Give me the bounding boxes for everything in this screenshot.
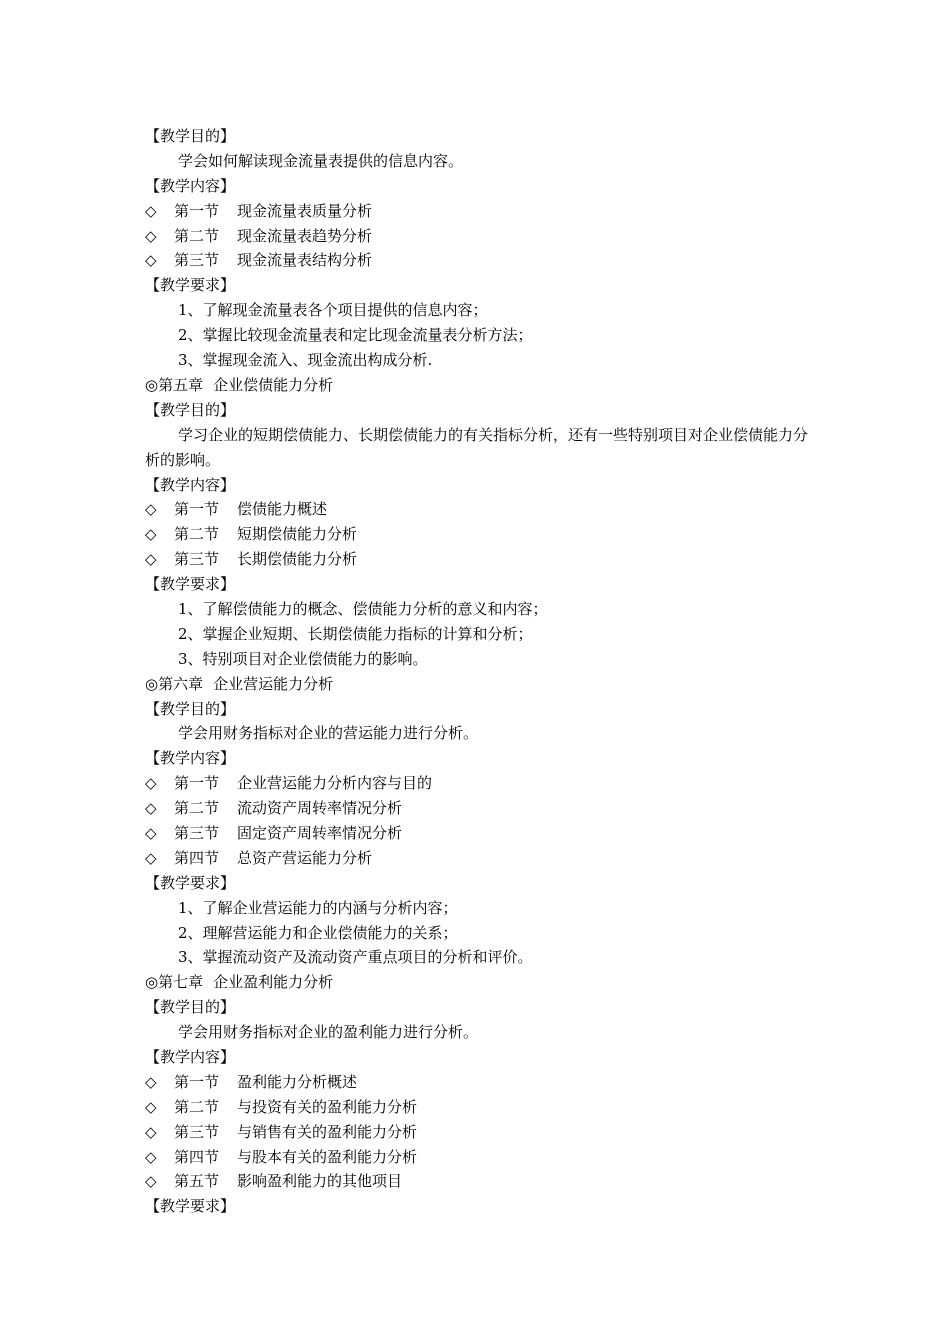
diamond-bullet-icon: ◇ [145, 500, 157, 519]
section-heading: 【教学目的】 [145, 400, 236, 419]
section-heading: 【教学要求】 [145, 276, 236, 295]
section-title: 与投资有关的盈利能力分析 [237, 1097, 418, 1116]
list-item [145, 1095, 845, 1120]
section-title: 流动资产周转率情况分析 [237, 799, 403, 818]
list-item [145, 199, 845, 224]
section-number: 第四节 [174, 1147, 220, 1166]
section-heading: 【教学目的】 [145, 998, 236, 1017]
section-title: 现金流量表结构分析 [237, 251, 373, 270]
chapter-number: ◎第七章 [145, 973, 204, 992]
section-title: 偿债能力概述 [237, 500, 328, 519]
section-heading: 【教学要求】 [145, 873, 236, 892]
diamond-bullet-icon: ◇ [145, 1172, 157, 1191]
diamond-bullet-icon: ◇ [145, 823, 157, 842]
chapter-name: 企业偿债能力分析 [213, 375, 334, 394]
list-item [145, 1145, 845, 1170]
paragraph: 学会用财务指标对企业的盈利能力进行分析。 [178, 1023, 479, 1042]
diamond-bullet-icon: ◇ [145, 799, 157, 818]
list-item [145, 224, 845, 249]
section-number: 第三节 [174, 251, 220, 270]
section-number: 第一节 [174, 201, 220, 220]
section-title: 盈利能力分析概述 [237, 1072, 358, 1091]
section-title: 企业营运能力分析内容与目的 [237, 774, 433, 793]
list-item [145, 1120, 845, 1145]
chapter-number: ◎第六章 [145, 674, 204, 693]
chapter-name: 企业盈利能力分析 [213, 973, 334, 992]
list-item [145, 522, 845, 547]
section-number: 第三节 [174, 550, 220, 569]
section-number: 第三节 [174, 823, 220, 842]
section-title: 固定资产周转率情况分析 [237, 823, 403, 842]
list-item [145, 1070, 845, 1095]
diamond-bullet-icon: ◇ [145, 201, 157, 220]
paragraph: 1、了解现金流量表各个项目提供的信息内容； [178, 301, 488, 320]
section-heading: 【教学内容】 [145, 1047, 236, 1066]
document-body [145, 124, 845, 1219]
chapter-title [145, 672, 845, 697]
chapter-title [145, 970, 845, 995]
section-title: 现金流量表趋势分析 [237, 226, 373, 245]
list-item [145, 248, 845, 273]
paragraph: 2、理解营运能力和企业偿债能力的关系； [178, 923, 458, 942]
diamond-bullet-icon: ◇ [145, 1072, 157, 1091]
diamond-bullet-icon: ◇ [145, 550, 157, 569]
list-item [145, 1169, 845, 1194]
paragraph: 1、了解企业营运能力的内涵与分析内容； [178, 898, 458, 917]
paragraph: 3、掌握现金流入、现金流出构成分析. [178, 351, 433, 370]
diamond-bullet-icon: ◇ [145, 226, 157, 245]
diamond-bullet-icon: ◇ [145, 848, 157, 867]
paragraph: 1、了解偿债能力的概念、偿债能力分析的意义和内容； [178, 599, 548, 618]
section-heading: 【教学目的】 [145, 127, 236, 145]
list-item [145, 771, 845, 796]
diamond-bullet-icon: ◇ [145, 1097, 157, 1116]
section-number: 第二节 [174, 525, 220, 544]
section-title: 与销售有关的盈利能力分析 [237, 1122, 418, 1141]
diamond-bullet-icon: ◇ [145, 774, 157, 793]
section-heading: 【教学要求】 [145, 1197, 236, 1216]
section-number: 第一节 [174, 500, 220, 519]
section-heading: 【教学内容】 [145, 749, 236, 768]
section-title: 长期偿债能力分析 [237, 550, 358, 569]
section-number: 第一节 [174, 774, 220, 793]
paragraph: 学会用财务指标对企业的营运能力进行分析。 [178, 724, 479, 743]
section-heading: 【教学内容】 [145, 176, 236, 195]
chapter-name: 企业营运能力分析 [213, 674, 334, 693]
section-title: 总资产营运能力分析 [237, 848, 373, 867]
chapter-title [145, 373, 845, 398]
paragraph: 3、掌握流动资产及流动资产重点项目的分析和评价。 [178, 948, 533, 967]
section-heading: 【教学要求】 [145, 575, 236, 594]
section-title: 短期偿债能力分析 [237, 525, 358, 544]
list-item [145, 497, 845, 522]
section-heading: 【教学目的】 [145, 699, 236, 718]
diamond-bullet-icon: ◇ [145, 251, 157, 270]
diamond-bullet-icon: ◇ [145, 1122, 157, 1141]
section-title: 现金流量表质量分析 [237, 201, 373, 220]
section-number: 第二节 [174, 799, 220, 818]
diamond-bullet-icon: ◇ [145, 1147, 157, 1166]
section-number: 第四节 [174, 848, 220, 867]
paragraph: 2、掌握比较现金流量表和定比现金流量表分析方法； [178, 326, 533, 345]
section-number: 第五节 [174, 1172, 220, 1191]
paragraph: 学习企业的短期偿债能力、长期偿债能力的有关指标分析，还有一些特别项目对企业偿债能力分析的影响。 [145, 425, 809, 469]
paragraph: 学会如何解读现金流量表提供的信息内容。 [178, 151, 464, 170]
list-item [145, 821, 845, 846]
section-number: 第一节 [174, 1072, 220, 1091]
section-number: 第二节 [174, 226, 220, 245]
section-heading: 【教学内容】 [145, 475, 236, 494]
section-number: 第三节 [174, 1122, 220, 1141]
diamond-bullet-icon: ◇ [145, 525, 157, 544]
section-title: 与股本有关的盈利能力分析 [237, 1147, 418, 1166]
section-number: 第二节 [174, 1097, 220, 1116]
list-item [145, 846, 845, 871]
list-item [145, 796, 845, 821]
list-item [145, 547, 845, 572]
paragraph: 3、特别项目对企业偿债能力的影响。 [178, 649, 428, 668]
paragraph: 2、掌握企业短期、长期偿债能力指标的计算和分析； [178, 624, 533, 643]
chapter-number: ◎第五章 [145, 375, 204, 394]
section-title: 影响盈利能力的其他项目 [237, 1172, 403, 1191]
